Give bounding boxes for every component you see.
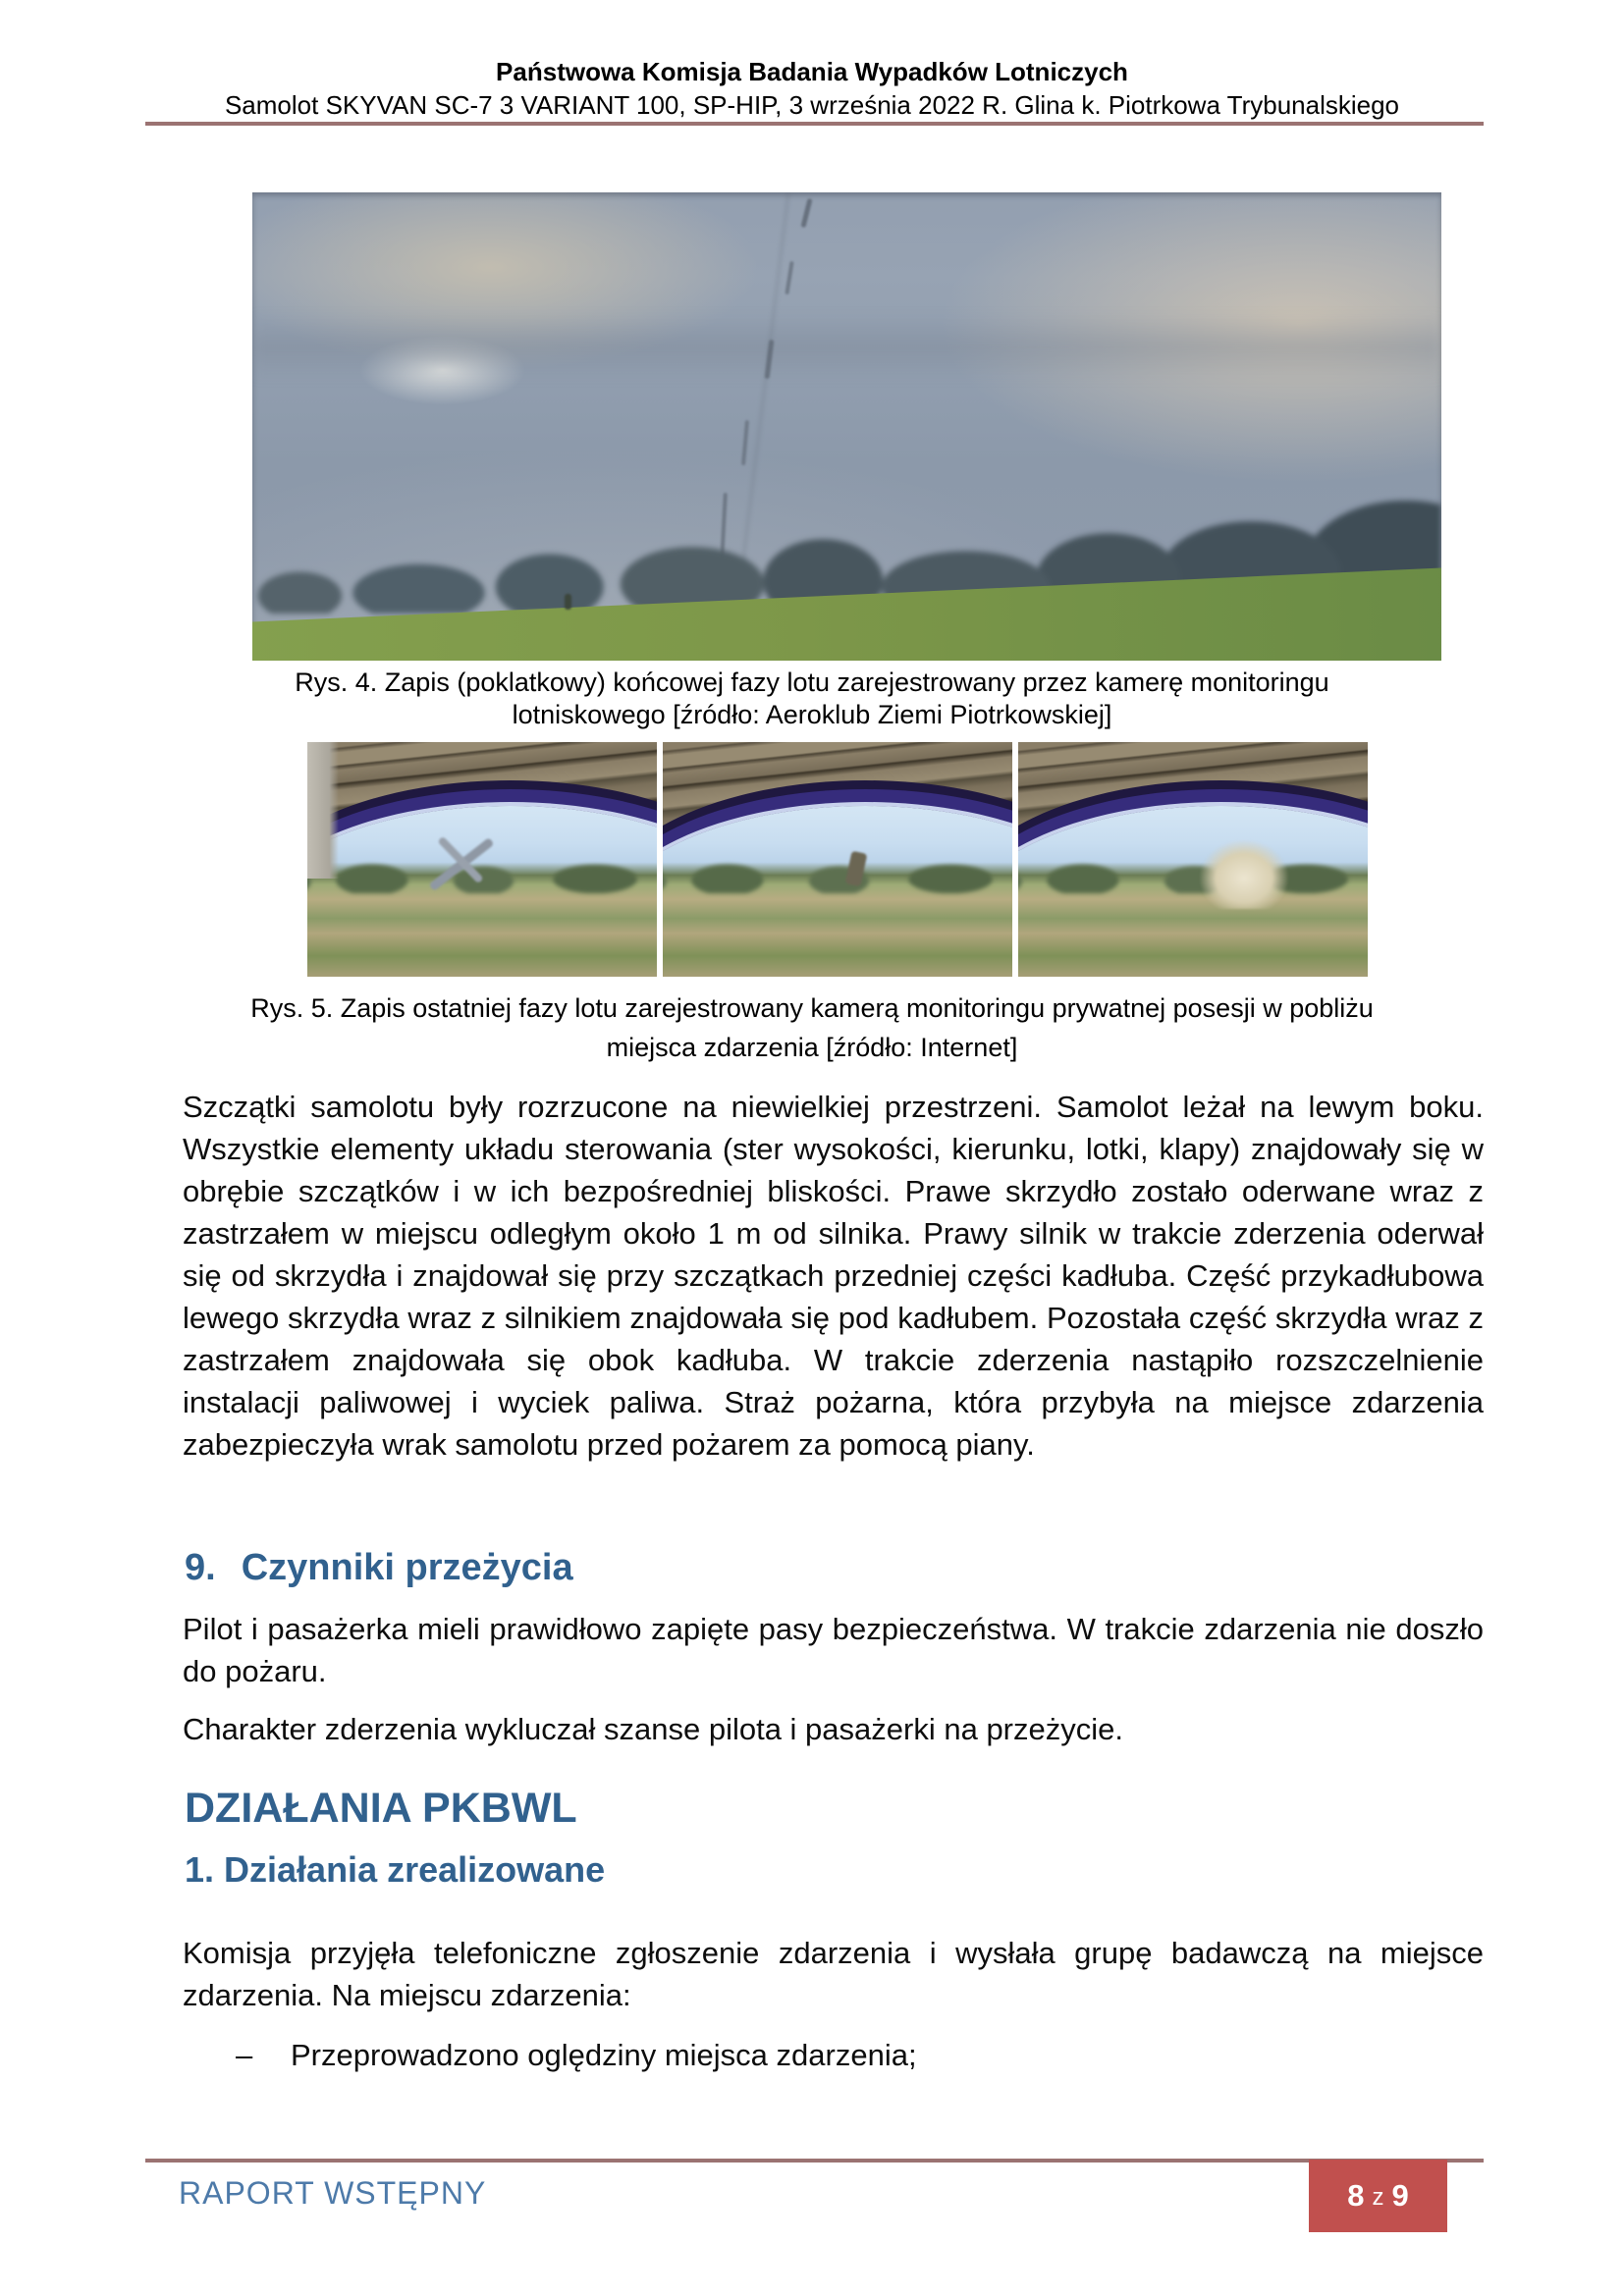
horizon-trees: [663, 864, 1012, 894]
figure-4-caption-line2: lotniskowego [źródło: Aeroklub Ziemi Piotrkowskiej]: [512, 700, 1112, 729]
fisheye-scene: [663, 806, 1012, 977]
document-subtitle: Samolot SKYVAN SC-7 3 VARIANT 100, SP-HIP, 3 września 2022 R. Glina k. Piotrkowa Trybunalskiego: [224, 90, 1400, 120]
document-title: Państwowa Komisja Badania Wypadków Lotniczych: [496, 57, 1128, 86]
page-current: 8: [1347, 2178, 1365, 2213]
commission-paragraph: Komisja przyjęła telefoniczne zgłoszenie zdarzenia i wysłała grupę badawczą na miejsce zdarzenia. Na miejscu zdarzenia:: [183, 1936, 1484, 2012]
page-total: 9: [1391, 2178, 1409, 2213]
figure-5-caption-line1: Rys. 5. Zapis ostatniej fazy lotu zarejestrowany kamerą monitoringu prywatnej posesji w pobliżu: [250, 993, 1374, 1023]
cloud-band: [252, 314, 1441, 380]
trail-segment: [785, 261, 793, 294]
action-list-item: [236, 2034, 1483, 2076]
pkbwl-actions-heading: DZIAŁANIA PKBWL: [185, 1785, 577, 1832]
figure-4-caption: [0, 667, 1624, 731]
distant-person: [565, 594, 571, 610]
actions-completed-subheading: 1. Działania zrealizowane: [185, 1849, 606, 1890]
figure-5-caption: [0, 988, 1624, 1067]
header-rule: [145, 122, 1484, 126]
cctv-frame-2: [663, 742, 1012, 977]
section-9-number: 9.: [185, 1547, 216, 1588]
fisheye-scene: [1018, 806, 1368, 977]
report-type-label: RAPORT WSTĘPNY: [179, 2175, 487, 2211]
section-9-title: Czynniki przeżycia: [241, 1547, 573, 1588]
trail-segment: [741, 420, 749, 465]
cctv-frame-3: [1018, 742, 1368, 977]
wall-edge: [307, 742, 339, 879]
horizon-trees: [1018, 864, 1368, 894]
impact-dust-cloud: [1200, 840, 1288, 909]
cctv-frame-1: [307, 742, 657, 977]
survival-paragraph-1: Pilot i pasażerka mieli prawidłowo zapięte pasy bezpieczeństwa. W trakcie zdarzenia nie doszło do pożaru.: [183, 1612, 1484, 1688]
falling-aircraft-silhouette: [415, 827, 504, 905]
trail-segment: [800, 198, 812, 228]
page-number-badge: [1309, 2160, 1447, 2232]
list-dash: –: [236, 2038, 253, 2072]
figure-4-photo: [252, 192, 1441, 661]
list-item-text: Przeprowadzono oględziny miejsca zdarzenia;: [291, 2038, 917, 2072]
figure-4-caption-line1: Rys. 4. Zapis (poklatkowy) końcowej fazy lotu zarejestrowany przez kamerę monitoringu: [295, 667, 1329, 697]
survival-paragraph-2: Charakter zderzenia wykluczał szanse pilota i pasażerki na przeżycie.: [183, 1712, 1123, 1746]
section-9-heading: [185, 1547, 573, 1589]
page-separator: z: [1372, 2184, 1384, 2211]
figure-5-caption-line2: miejsca zdarzenia [źródło: Internet]: [606, 1033, 1018, 1062]
footer-rule: [145, 2159, 1484, 2163]
wreckage-paragraph: Szczątki samolotu były rozrzucone na niewielkiej przestrzeni. Samolot leżał na lewym boku. Wszystkie elementy układu sterowania (ster wysokości, kierunku, lotki, klapy) znajdowały się w obrębie szczątków i w ich bezpośredniej bliskości. Prawe skrzydło zostało oderwane wraz z zastrzałem w miejscu odległym około 1 m od silnika. Prawy silnik w trakcie zderzenia oderwał się od skrzydła i znajdował się przy szczątkach przedniej części kadłuba. Część przykadłubowa lewego skrzydła wraz z silnikiem znajdowała się pod kadłubem. Pozostała część skrzydła wraz z zastrzałem znajdowała się obok kadłuba. W trakcie zderzenia nastąpiło rozszczelnienie instalacji paliwowej i wyciek paliwa. Straż pożarna, która przybyła na miejsce zdarzenia zabezpieczyła wrak samolotu przed pożarem za pomocą piany.: [183, 1090, 1484, 1462]
figure-5-frames: [307, 742, 1368, 977]
